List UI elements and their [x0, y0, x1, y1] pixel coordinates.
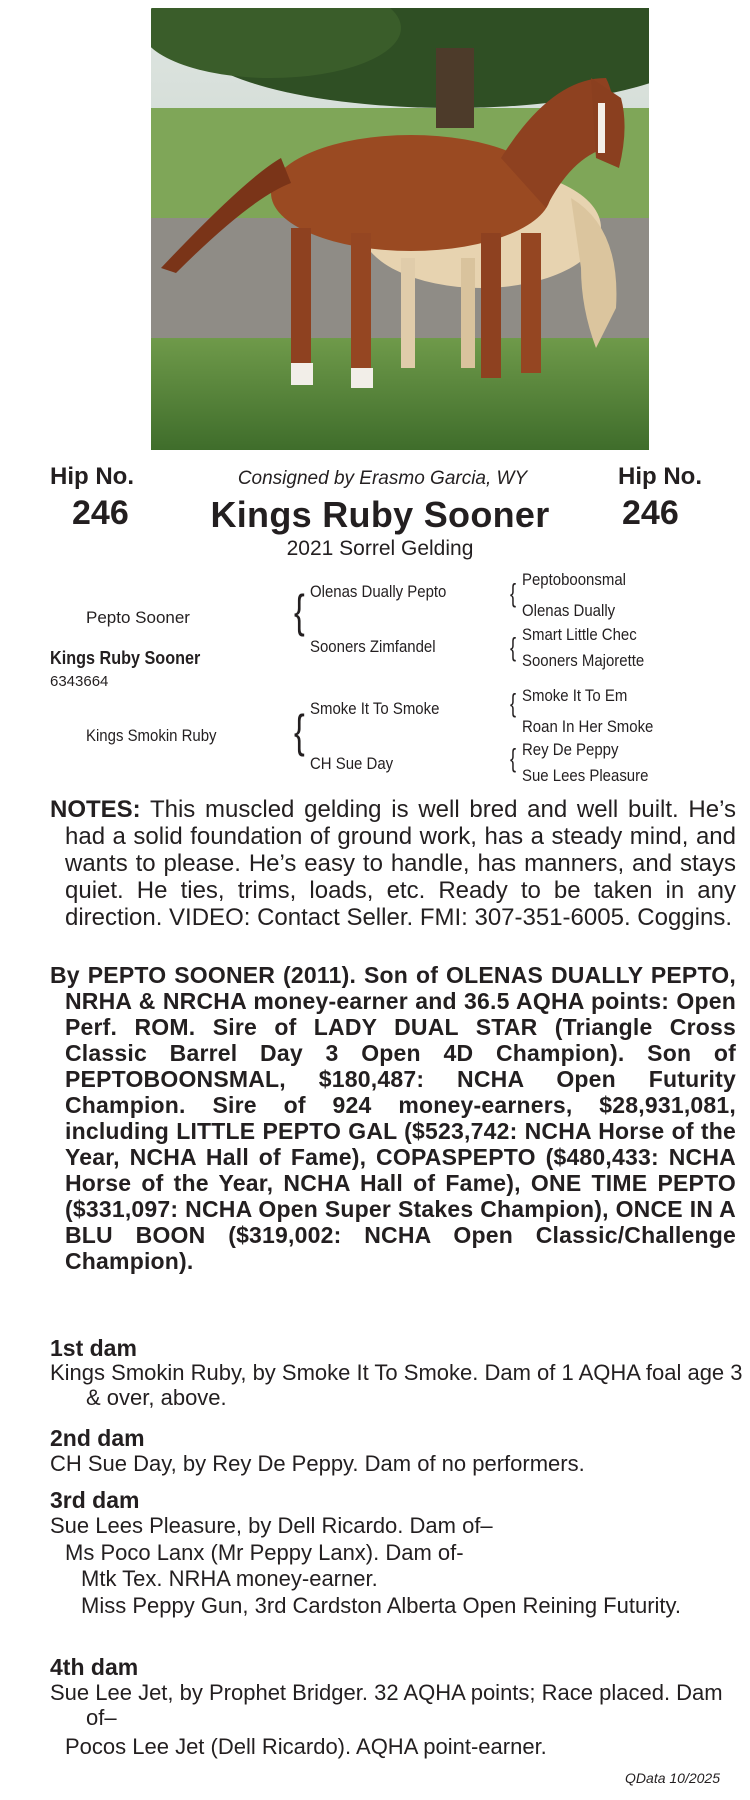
first-dam-text: Kings Smokin Ruby, by Smoke It To Smoke. Dam of 1 AQHA foal age 3 & over, above. — [50, 1360, 743, 1410]
second-dam-text: CH Sue Day, by Rey De Peppy. Dam of no performers. — [50, 1451, 585, 1476]
pedigree-ggp: Smoke It To Em — [522, 686, 628, 705]
pedigree-subject: Kings Ruby Sooner — [50, 648, 201, 668]
consignor: Consigned by Erasmo Garcia, WY — [237, 468, 528, 489]
horse-description: 2021 Sorrel Gelding — [286, 537, 474, 560]
pedigree-dam-dam: CH Sue Day — [310, 754, 394, 773]
fourth-dam-text: Sue Lee Jet, by Prophet Bridger. 32 AQHA points; Race placed. Dam of– — [50, 1680, 723, 1730]
brace: { — [510, 688, 517, 718]
brace: { — [510, 632, 517, 662]
second-dam-heading: 2nd dam — [50, 1425, 145, 1451]
third-dam-heading: 3rd dam — [50, 1487, 140, 1513]
pedigree-sire-dam: Sooners Zimfandel — [310, 637, 436, 656]
pedigree-ggp: Roan In Her Smoke — [522, 717, 654, 736]
brace: { — [510, 578, 517, 608]
third-dam-produce: Ms Poco Lanx (Mr Peppy Lanx). Dam of- — [65, 1540, 464, 1565]
notes-paragraph — [50, 796, 736, 931]
hip-label-left: Hip No. — [50, 463, 134, 490]
notes-text: This muscled gelding is well bred and well built. He’s had a solid foundation of ground work, has a steady mind, and wants to please. He’s easy to handle, has manners, and stays quiet. He ties, trims, loads, etc. Ready to be taken in any direction. VIDEO: Contact Seller. FMI: 307-351-6005. Coggins. — [65, 796, 736, 931]
sire-summary: By PEPTO SOONER (2011). Son of OLENAS DUALLY PEPTO, NRHA & NRCHA money-earner and 36.5 AQHA points: Open Perf. ROM. Sire of LADY DUAL STAR (Triangle Cross Classic Barrel Day 3 Open 4D Champion). Son of PEPTOBOONSMAL, $180,487: NCHA Open Futurity Champion. Sire of 924 money-earners, $28,931,081, including LITTLE PEPTO GAL ($523,742: NCHA Horse of the Year, NCHA Hall of Fame), COPASPEPTO ($480,433: NCHA Horse of the Year, NCHA Hall of Fame), ONE TIME PEPTO ($331,097: NCHA Open Super Stakes Champion), ONCE IN A BLU BOON ($319,002: NCHA Open Classic/Challenge Champion). — [50, 962, 736, 1274]
third-dam-sub-produce — [81, 1593, 721, 1618]
brace: { — [510, 743, 517, 773]
brace: { — [294, 585, 305, 637]
hip-label-right: Hip No. — [618, 463, 702, 490]
third-dam-sub-produce: Mtk Tex. NRHA money-earner. — [81, 1566, 378, 1591]
pedigree-sire: Pepto Sooner — [86, 608, 190, 627]
fourth-dam-produce: Pocos Lee Jet (Dell Ricardo). AQHA point-earner. — [65, 1734, 547, 1759]
third-dam-sub-produce-text: Miss Peppy Gun, 3rd Cardston Alberta Open Reining Futurity. — [81, 1593, 681, 1618]
pedigree-ggp: Smart Little Chec — [522, 625, 637, 644]
pedigree-ggp: Sue Lees Pleasure — [522, 766, 649, 785]
pedigree-dam: Kings Smokin Ruby — [86, 726, 217, 745]
horse-photo — [151, 8, 649, 450]
hip-number-right: 246 — [622, 494, 679, 532]
notes-label: NOTES: — [50, 796, 141, 823]
pedigree-sire-sire: Olenas Dually Pepto — [310, 582, 447, 601]
pedigree-ggp: Rey De Peppy — [522, 740, 619, 759]
pedigree-dam-sire: Smoke It To Smoke — [310, 699, 440, 718]
footer-credit: QData 10/2025 — [625, 1770, 720, 1786]
third-dam-text: Sue Lees Pleasure, by Dell Ricardo. Dam of– — [50, 1513, 493, 1538]
pedigree-ggp: Sooners Majorette — [522, 651, 645, 670]
pedigree-ggp: Olenas Dually — [522, 601, 616, 620]
first-dam-heading: 1st dam — [50, 1335, 137, 1361]
brace: { — [294, 705, 305, 757]
fourth-dam-heading: 4th dam — [50, 1654, 139, 1680]
registration-number: 6343664 — [50, 673, 109, 690]
pedigree-ggp: Peptoboonsmal — [522, 570, 626, 589]
horse-name: Kings Ruby Sooner — [210, 494, 550, 535]
hip-number-left: 246 — [72, 494, 129, 532]
